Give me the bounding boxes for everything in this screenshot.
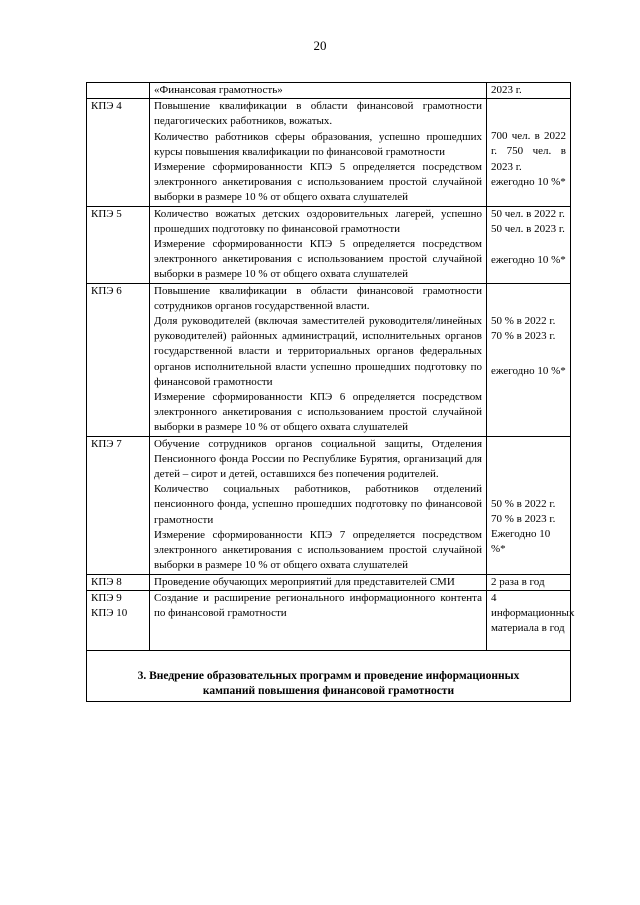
code-cell: КПЭ 7: [87, 436, 150, 574]
value-cell: 50 чел. в 2022 г. 50 чел. в 2023 г. ежегодно 10 %*: [487, 206, 571, 283]
code-cell: КПЭ 4: [87, 99, 150, 206]
section-row: [87, 650, 571, 701]
table-row: [87, 99, 571, 206]
desc-cell: Создание и расширение регионального информационного контента по финансовой грамотности: [150, 590, 487, 650]
value-cell: 700 чел. в 2022 г. 750 чел. в 2023 г. ежегодно 10 %*: [487, 99, 571, 206]
code-cell: КПЭ 6: [87, 283, 150, 436]
value-cell: 50 % в 2022 г. 70 % в 2023 г. ежегодно 10 %*: [487, 283, 571, 436]
value-cell: 2 раза в год: [487, 574, 571, 590]
desc-cell: Обучение сотрудников органов социальной защиты, Отделения Пенсионного фонда России по Республике Бурятия, организаций для детей – сирот и детей, оставшихся без попечения родителей. Количество социальных работников, работников отделений пенсионного фонда, успешно прошедших подготовку по финансовой грамотности Измерение сформированности КПЭ 7 определяется посредством электронного анкетирования с использованием простой случайной выборки в размере 10 % от общего охвата слушателей: [150, 436, 487, 574]
kpi-table: [86, 82, 575, 702]
code-cell: [87, 83, 150, 99]
table-row: [87, 206, 571, 283]
page-number: 20: [313, 38, 327, 53]
table-row: [87, 574, 571, 590]
desc-cell: Повышение квалификации в области финансовой грамотности педагогических работников, вожатых. Количество работников сферы образования, успешно прошедших курсы повышения квалификации по финансовой грамотности Измерение сформированности КПЭ 5 определяется посредством электронного анкетирования с использованием простой случайной выборки в размере 10 % от общего охвата слушателей: [150, 99, 487, 206]
value-cell: 2023 г.: [487, 83, 571, 99]
code-cell: КПЭ 5: [87, 206, 150, 283]
section-heading: 3. Внедрение образовательных программ и проведение информационных кампаний повышения финансовой грамотности: [87, 650, 571, 701]
desc-cell: Повышение квалификации в области финансовой грамотности сотрудников органов государственной власти. Доля руководителей (включая заместителей руководителя/линейных руководителей) районных администраций, исполнительных органов государственной власти и территориальных органов федеральных органов исполнительной власти успешно прошедших подготовку по финансовой грамотности Измерение сформированности КПЭ 6 определяется посредством электронного анкетирования с использованием простой случайной выборки в размере 10 % от общего охвата слушателей: [150, 283, 487, 436]
table-row: [87, 436, 571, 574]
desc-cell: «Финансовая грамотность»: [150, 83, 487, 99]
desc-cell: Количество вожатых детских оздоровительных лагерей, успешно прошедших подготовку по финансовой грамотности Измерение сформированности КПЭ 5 определяется посредством электронного анкетирования с использованием простой случайной выборки в размере 10 % от общего охвата слушателей: [150, 206, 487, 283]
table-row: [87, 83, 571, 99]
code-cell: КПЭ 8: [87, 574, 150, 590]
value-cell: 4 информационных материала в год: [487, 590, 571, 650]
code-cell: КПЭ 9 КПЭ 10: [87, 590, 150, 650]
value-cell: 50 % в 2022 г. 70 % в 2023 г. Ежегодно 10 %*: [487, 436, 571, 574]
desc-cell: Проведение обучающих мероприятий для представителей СМИ: [150, 574, 487, 590]
table-row: [87, 590, 571, 650]
table-row: [87, 283, 571, 436]
